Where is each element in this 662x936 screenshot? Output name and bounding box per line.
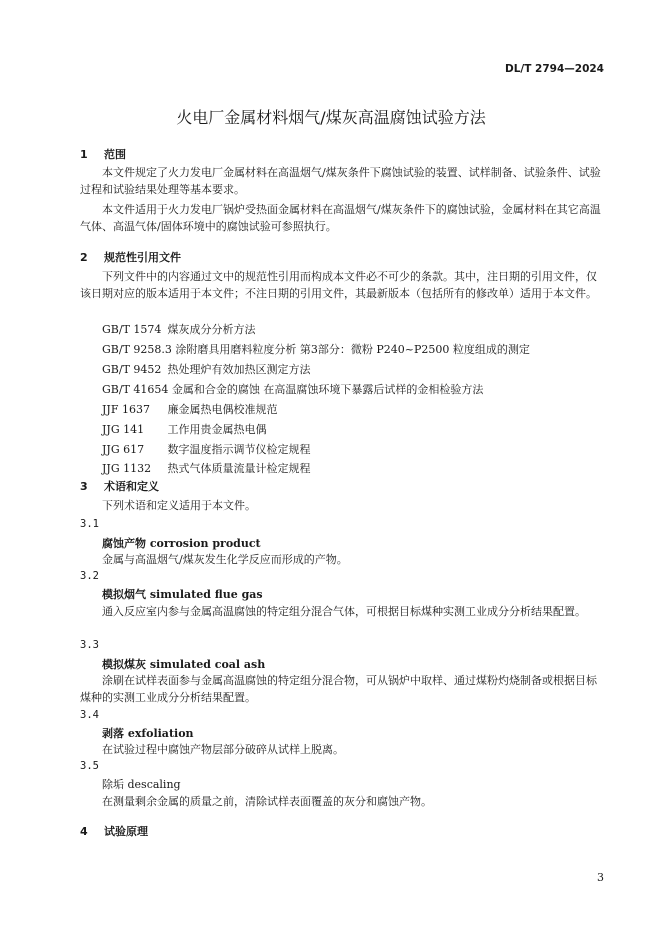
reference-title: 涂附磨具用磨料粒度分析 第3部分：微粉 P240~P2500 粒度组成的测定 xyxy=(175,343,530,356)
term-number: 3.2 xyxy=(80,570,99,582)
reference-code: JJG 617 xyxy=(102,443,145,456)
term-title: 腐蚀产物 corrosion product xyxy=(102,537,261,550)
section-3-number: 3 xyxy=(80,480,88,493)
reference-code: JJF 1637 xyxy=(102,403,150,416)
section-1-number: 1 xyxy=(80,148,88,161)
reference-item xyxy=(102,381,483,398)
document-code: DL/T 2794—2024 xyxy=(504,63,604,75)
section-1-paragraph-2: 本文件适用于火力发电厂锅炉受热面金属材料在高温烟气/煤灰条件下的腐蚀试验，金属材料在其它高温气体、高温气体/固体环境中的腐蚀试验可参照执行。 xyxy=(80,203,601,233)
reference-title: 煤灰成分分析方法 xyxy=(167,323,256,336)
reference-item xyxy=(102,361,311,378)
reference-title: 热式气体质量流量计检定规程 xyxy=(167,462,311,475)
term-definition: 涂刷在试样表面参与金属高温腐蚀的特定组分混合物，可从锅炉中取样、通过煤粉灼烧制备或根据目标煤种的实测工业成分分析结果配置。 xyxy=(80,674,597,704)
reference-item xyxy=(102,460,311,477)
reference-item xyxy=(102,441,311,458)
term-title: 模拟烟气 simulated flue gas xyxy=(102,588,263,601)
section-2-intro: 下列文件中的内容通过文中的规范性引用而构成本文件必不可少的条款。其中，注日期的引用文件，仅该日期对应的版本适用于本文件；不注日期的引用文件，其最新版本（包括所有的修改单）适用于本文件。 xyxy=(80,270,597,300)
reference-title: 工作用贵金属热电偶 xyxy=(167,423,267,436)
term-definition: 通入反应室内参与金属高温腐蚀的特定组分混合气体，可根据目标煤种实测工业成分分析结果配置。 xyxy=(102,605,586,618)
term-number: 3.5 xyxy=(80,760,99,772)
term-number: 3.1 xyxy=(80,518,99,530)
reference-code: JJG 1132 xyxy=(102,462,152,475)
reference-title: 热处理炉有效加热区测定方法 xyxy=(167,363,311,376)
section-1-heading xyxy=(80,146,126,162)
reference-item xyxy=(102,321,256,338)
reference-item xyxy=(102,401,278,418)
section-4-heading xyxy=(80,823,148,839)
term-number: 3.4 xyxy=(80,709,99,721)
reference-code: JJG 141 xyxy=(102,423,145,436)
term-definition: 在试验过程中腐蚀产物层部分破碎从试样上脱离。 xyxy=(102,743,344,756)
page-number: 3 xyxy=(597,871,604,884)
term-definition: 金属与高温烟气/煤灰发生化学反应而形成的产物。 xyxy=(102,553,348,566)
reference-title: 金属和合金的腐蚀 在高温腐蚀环境下暴露后试样的金相检验方法 xyxy=(171,383,484,396)
section-1-title: 范围 xyxy=(104,148,126,161)
reference-title: 数字温度指示调节仪检定规程 xyxy=(167,443,311,456)
section-2-heading xyxy=(80,249,181,265)
section-4-title: 试验原理 xyxy=(104,825,148,838)
term-title: 剥落 exfoliation xyxy=(102,727,194,740)
section-3-title: 术语和定义 xyxy=(104,480,159,493)
term-title: 模拟煤灰 simulated coal ash xyxy=(102,658,266,671)
reference-code: GB/T 41654 xyxy=(102,383,169,396)
reference-code: GB/T 9258.3 xyxy=(102,343,172,356)
section-3-intro: 下列术语和定义适用于本文件。 xyxy=(102,499,256,512)
section-1-paragraph-1: 本文件规定了火力发电厂金属材料在高温烟气/煤灰条件下腐蚀试验的装置、试样制备、试验条件、试验过程和试验结果处理等基本要求。 xyxy=(80,166,601,196)
reference-title: 廉金属热电偶校准规范 xyxy=(167,403,278,416)
term-definition: 在测量剩余金属的质量之前，清除试样表面覆盖的灰分和腐蚀产物。 xyxy=(102,795,432,808)
reference-item xyxy=(102,341,530,358)
section-4-number: 4 xyxy=(80,825,88,838)
reference-code: GB/T 1574 xyxy=(102,323,162,336)
reference-code: GB/T 9452 xyxy=(102,363,162,376)
page-title: 火电厂金属材料烟气/煤灰高温腐蚀试验方法 xyxy=(176,108,486,127)
section-3-heading xyxy=(80,478,159,494)
section-2-title: 规范性引用文件 xyxy=(104,251,181,264)
term-title: 除垢 descaling xyxy=(102,778,181,791)
section-2-number: 2 xyxy=(80,251,88,264)
reference-item xyxy=(102,421,267,438)
term-number: 3.3 xyxy=(80,639,99,651)
